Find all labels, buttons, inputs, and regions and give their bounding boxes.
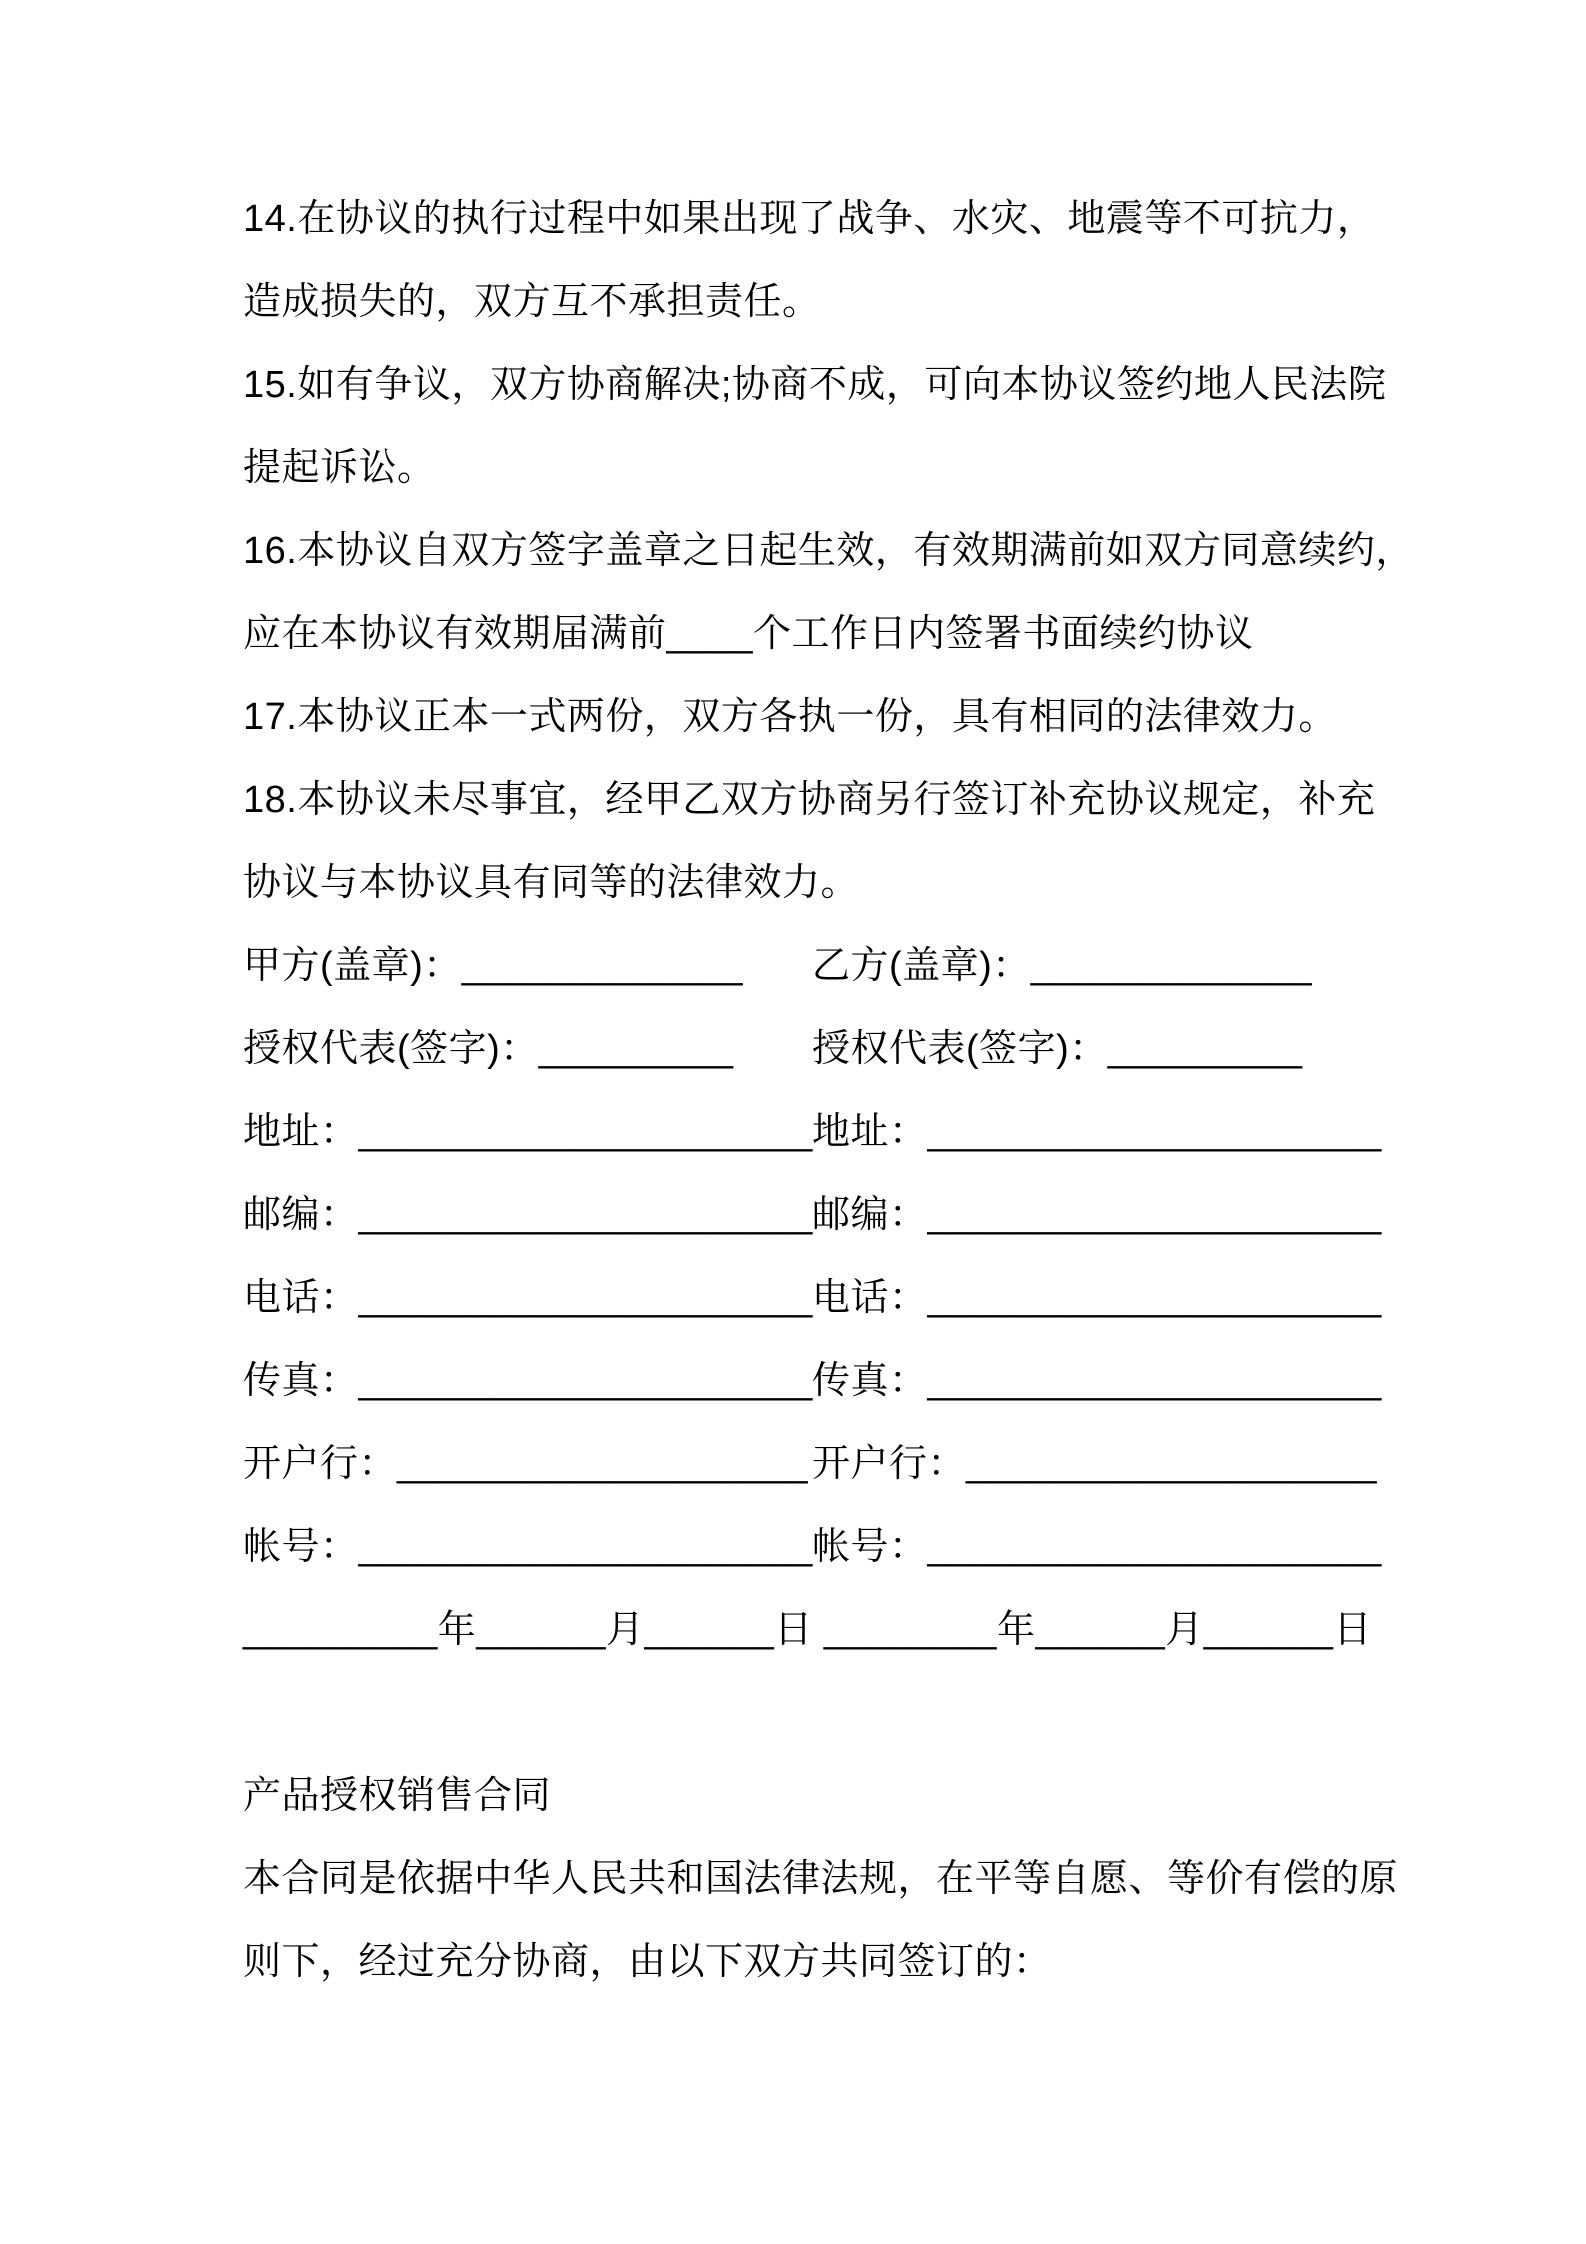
clause-14-line-2: 造成损失的，双方互不承担责任。 <box>243 281 821 323</box>
clause-15-line-2: 提起诉讼。 <box>243 447 436 489</box>
party-b-fax-field: 传真：_____________________ <box>812 1360 1382 1402</box>
signature-date-line: _________年______月______日 ________年______月______日 <box>243 1609 1373 1651</box>
party-a-bank-field: 开户行：___________________ <box>243 1443 809 1485</box>
party-a-seal-field: 甲方(盖章)：_____________ <box>243 945 744 987</box>
signature-row-phone <box>243 1257 1446 1340</box>
contract-clauses <box>243 178 1446 925</box>
signature-row-address <box>243 1091 1446 1174</box>
next-contract-section <box>243 1755 1446 2004</box>
clause-17-line-1: 17.本协议正本一式两份，双方各执一份，具有相同的法律效力。 <box>243 696 1337 738</box>
party-b-seal-field: 乙方(盖章)：_____________ <box>812 945 1313 987</box>
party-b-zip-field: 邮编：_____________________ <box>812 1194 1382 1236</box>
party-a-account-field: 帐号：_____________________ <box>243 1526 813 1568</box>
signature-row-representative <box>243 1008 1446 1091</box>
signature-block <box>243 925 1446 1672</box>
signature-row-account <box>243 1506 1446 1589</box>
party-a-fax-field: 传真：_____________________ <box>243 1360 813 1402</box>
clause-16-line-1: 16.本协议自双方签字盖章之日起生效，有效期满前如双方同意续约， <box>243 530 1414 572</box>
signature-row-zip <box>243 1174 1446 1257</box>
contract-intro-line-2: 则下，经过充分协商，由以下双方共同签订的： <box>243 1941 1052 1983</box>
party-b-account-field: 帐号：_____________________ <box>812 1526 1382 1568</box>
party-b-phone-field: 电话：_____________________ <box>812 1277 1382 1319</box>
clause-18-line-1: 18.本协议未尽事宜，经甲乙双方协商另行签订补充协议规定，补充 <box>243 779 1376 821</box>
clause-15-line-1: 15.如有争议，双方协商解决;协商不成，可向本协议签约地人民法院 <box>243 364 1387 406</box>
blank-line-separator <box>243 1672 1446 1755</box>
clause-14-line-1: 14.在协议的执行过程中如果出现了战争、水灾、地震等不可抗力， <box>243 198 1376 240</box>
party-a-zip-field: 邮编：_____________________ <box>243 1194 813 1236</box>
contract-intro-line-1: 本合同是依据中华人民共和国法律法规，在平等自愿、等价有偿的原 <box>243 1858 1399 1900</box>
signature-row-bank <box>243 1423 1446 1506</box>
party-b-representative-field: 授权代表(签字)：_________ <box>812 1028 1303 1070</box>
party-a-representative-field: 授权代表(签字)：_________ <box>243 1028 734 1070</box>
contract-title: 产品授权销售合同 <box>243 1775 552 1817</box>
clause-16-line-2: 应在本协议有效期届满前____个工作日内签署书面续约协议 <box>243 613 1254 655</box>
signature-row-fax <box>243 1340 1446 1423</box>
clause-18-line-2: 协议与本协议具有同等的法律效力。 <box>243 862 860 904</box>
party-b-bank-field: 开户行：___________________ <box>812 1443 1378 1485</box>
party-a-address-field: 地址：_____________________ <box>243 1111 813 1153</box>
signature-row-seal <box>243 925 1446 1008</box>
party-b-address-field: 地址：_____________________ <box>812 1111 1382 1153</box>
party-a-phone-field: 电话：_____________________ <box>243 1277 813 1319</box>
